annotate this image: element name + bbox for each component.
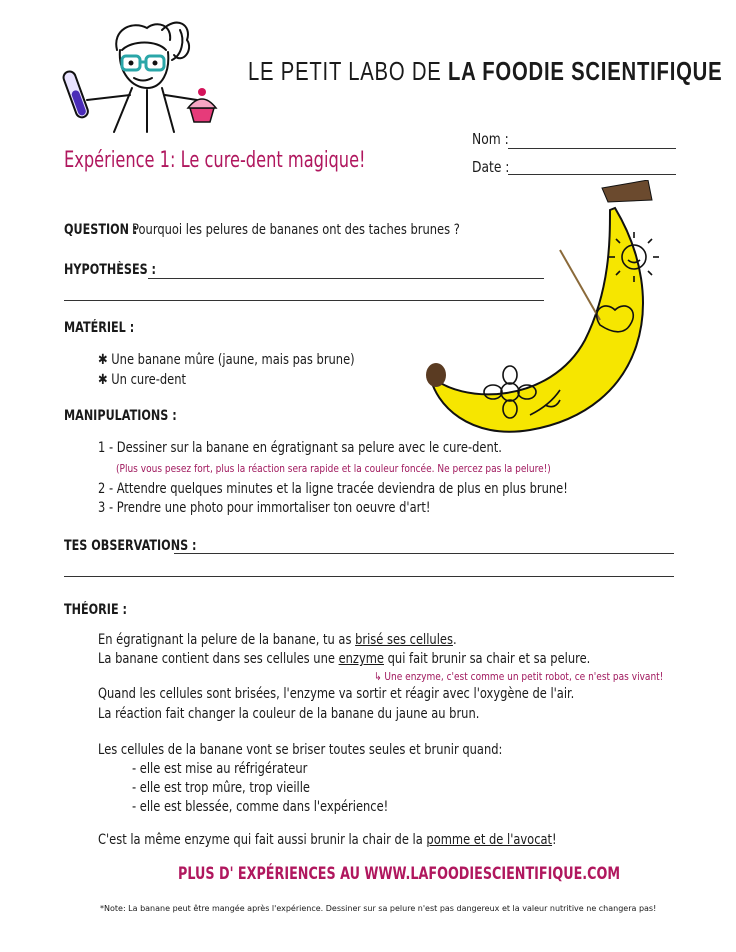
theorie-line-6: C'est la même enzyme qui fait aussi brunir la chair de la pomme et de l'avocat! bbox=[98, 832, 557, 848]
arrow-icon: ↳ bbox=[374, 670, 385, 683]
observations-line-1[interactable] bbox=[174, 553, 674, 554]
theorie-line-3: Quand les cellules sont brisées, l'enzyme va sortir et réagir avec l'oxygène de l'air. bbox=[98, 686, 575, 702]
theorie-line-1: En égratignant la pelure de la banane, tu as brisé ses cellules. bbox=[98, 632, 457, 648]
nom-label: Nom : bbox=[472, 130, 509, 148]
date-line[interactable] bbox=[508, 174, 676, 175]
nom-line[interactable] bbox=[508, 148, 676, 149]
footer-note: *Note: La banane peut être mangée après l'expérience. Dessiner sur sa pelure n'est pas dangereux et la valeur nutritive ne changera pas! bbox=[100, 904, 657, 913]
theorie-line-2: La banane contient dans ses cellules une enzyme qui fait brunir sa chair et sa pelure. bbox=[98, 651, 591, 667]
page-title: LE PETIT LABO DE LA FOODIE SCIENTIFIQUE bbox=[248, 56, 723, 86]
date-label: Date : bbox=[472, 158, 510, 176]
hypotheses-line-2[interactable] bbox=[64, 300, 544, 301]
manipulation-step-3: 3 - Prendre une photo pour immortaliser ton oeuvre d'art! bbox=[98, 500, 431, 516]
theorie-label: THÉORIE : bbox=[64, 602, 128, 618]
observations-line-2[interactable] bbox=[64, 576, 674, 577]
banana-illustration bbox=[420, 180, 680, 450]
question-label: QUESTION : bbox=[64, 222, 138, 238]
question-text: Pourquoi les pelures de bananes ont des taches brunes ? bbox=[132, 222, 460, 238]
observations-label: TES OBSERVATIONS : bbox=[64, 538, 197, 554]
materiel-item-2: ✱ Un cure-dent bbox=[98, 372, 186, 388]
scientist-logo-illustration bbox=[62, 10, 222, 135]
theorie-bullet-3: - elle est blessée, comme dans l'expérience! bbox=[132, 799, 389, 815]
experiment-title: Expérience 1: Le cure-dent magique! bbox=[64, 148, 366, 173]
hypotheses-label: HYPOTHÈSES : bbox=[64, 262, 157, 278]
materiel-item-1: ✱ Une banane mûre (jaune, mais pas brune) bbox=[98, 352, 355, 368]
manipulation-step-1-note: (Plus vous pesez fort, plus la réaction sera rapide et la couleur foncée. Ne percez pas la pelure!) bbox=[116, 462, 551, 475]
manipulations-label: MANIPULATIONS : bbox=[64, 408, 177, 424]
theorie-line-4: La réaction fait changer la couleur de la banane du jaune au brun. bbox=[98, 706, 480, 722]
manipulation-step-2: 2 - Attendre quelques minutes et la ligne tracée deviendra de plus en plus brune! bbox=[98, 481, 568, 497]
materiel-label: MATÉRIEL : bbox=[64, 320, 135, 336]
enzyme-note: ↳ Une enzyme, c'est comme un petit robot, ce n'est pas vivant! bbox=[374, 670, 664, 683]
website-link[interactable]: PLUS D' EXPÉRIENCES AU WWW.LAFOODIESCIENTIFIQUE.COM bbox=[178, 864, 621, 884]
theorie-bullet-2: - elle est trop mûre, trop vieille bbox=[132, 780, 310, 796]
hypotheses-line-1[interactable] bbox=[148, 278, 544, 279]
manipulation-step-1: 1 - Dessiner sur la banane en égratignant sa pelure avec le cure-dent. bbox=[98, 440, 502, 456]
theorie-bullet-1: - elle est mise au réfrigérateur bbox=[132, 761, 308, 777]
theorie-line-5: Les cellules de la banane vont se briser toutes seules et brunir quand: bbox=[98, 742, 503, 758]
